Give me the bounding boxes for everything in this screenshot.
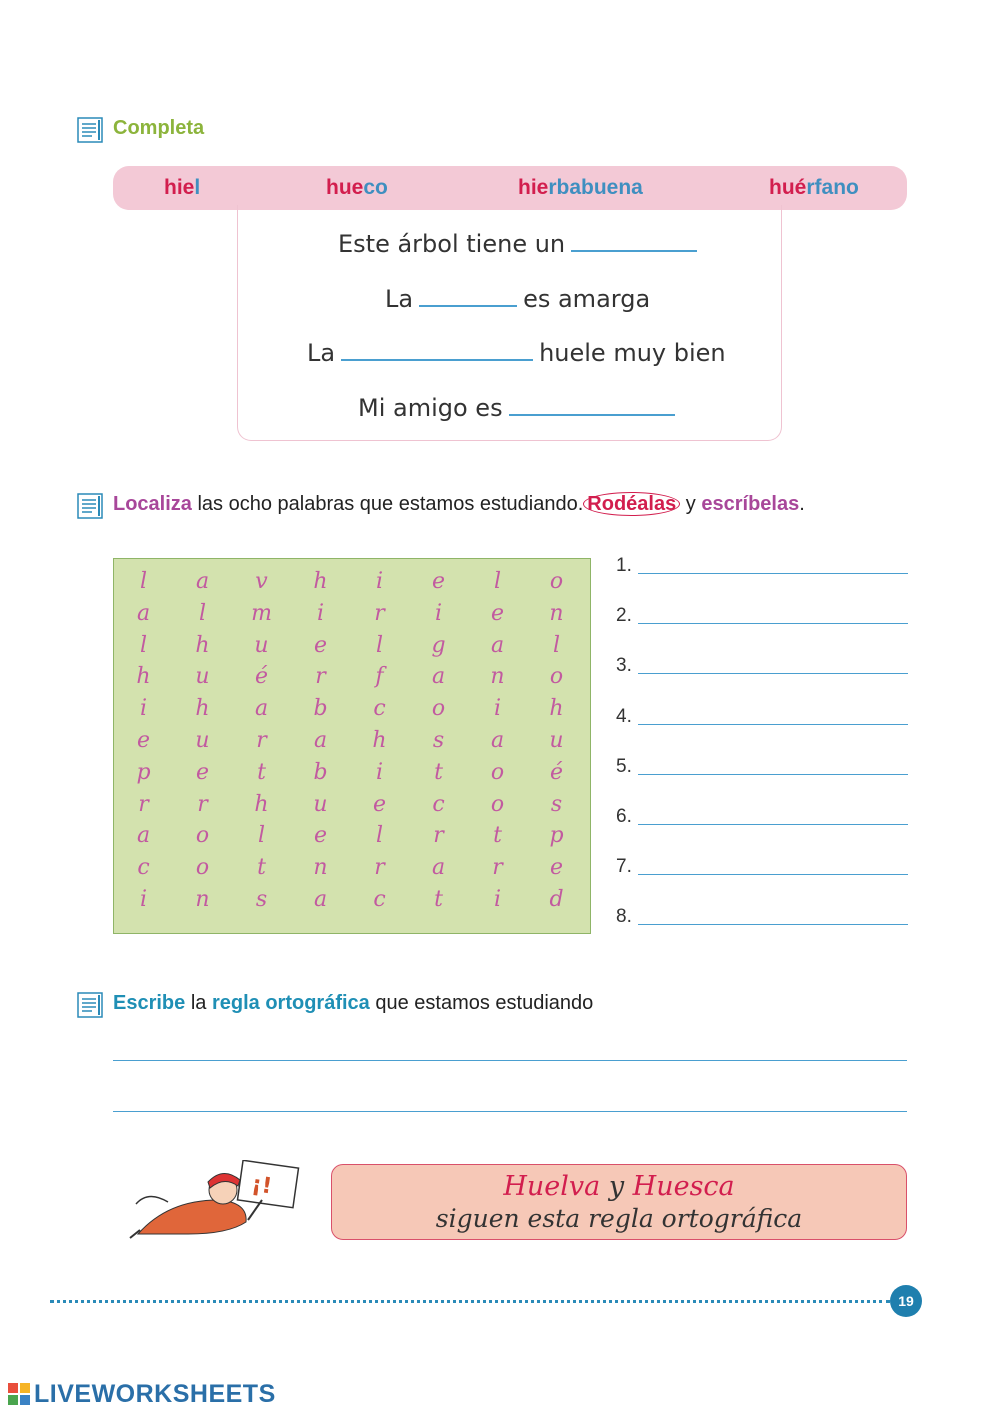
grid-letter[interactable]: o bbox=[431, 696, 446, 722]
svg-text:¡!: ¡! bbox=[250, 1171, 274, 1200]
grid-letter[interactable]: l bbox=[375, 823, 384, 849]
brand-name: LIVEWORKSHEETS bbox=[34, 1380, 276, 1408]
grid-letter[interactable]: t bbox=[434, 887, 443, 912]
answer-row bbox=[616, 806, 908, 828]
grid-letter[interactable]: l bbox=[493, 569, 502, 594]
answer-row bbox=[616, 655, 908, 677]
grid-letter[interactable]: e bbox=[490, 600, 505, 626]
grid-letter[interactable]: h bbox=[195, 696, 210, 722]
answer-line[interactable] bbox=[638, 573, 908, 574]
grid-letter[interactable]: e bbox=[136, 728, 151, 753]
grid-letter[interactable]: u bbox=[313, 791, 328, 817]
grid-letter[interactable]: s bbox=[255, 887, 268, 912]
word-bank-item: huérfano bbox=[769, 176, 859, 199]
grid-letter[interactable]: b bbox=[313, 696, 328, 722]
answer-row bbox=[616, 756, 908, 778]
grid-letter[interactable]: a bbox=[431, 855, 446, 881]
grid-letter[interactable]: l bbox=[375, 632, 384, 658]
answer-number: 1. bbox=[616, 555, 632, 576]
word-bank-item: hierbabuena bbox=[518, 176, 643, 199]
grid-letter[interactable]: c bbox=[137, 855, 150, 881]
grid-letter[interactable]: a bbox=[195, 569, 210, 594]
grid-letter[interactable]: i bbox=[493, 696, 502, 722]
grid-letter[interactable]: c bbox=[373, 887, 386, 912]
grid-letter[interactable]: v bbox=[255, 569, 268, 594]
answer-line[interactable] bbox=[638, 824, 908, 825]
answer-row bbox=[616, 856, 908, 878]
grid-letter[interactable]: u bbox=[195, 728, 210, 753]
answer-number: 8. bbox=[616, 906, 632, 928]
grid-letter[interactable]: o bbox=[490, 791, 505, 817]
grid-letter[interactable]: a bbox=[490, 632, 505, 658]
answer-row bbox=[616, 605, 908, 627]
grid-letter[interactable]: i bbox=[139, 887, 148, 912]
grid-letter[interactable]: e bbox=[313, 823, 328, 849]
answer-line[interactable] bbox=[638, 623, 908, 624]
answer-row bbox=[616, 555, 908, 577]
grid-letter[interactable]: e bbox=[431, 569, 446, 594]
grid-letter[interactable]: o bbox=[195, 823, 210, 849]
worksheet-icon bbox=[77, 492, 105, 520]
grid-letter[interactable]: e bbox=[372, 791, 387, 817]
grid-letter[interactable]: n bbox=[490, 664, 505, 690]
grid-letter[interactable]: t bbox=[257, 855, 266, 881]
note-line-2: siguen esta regla ortográfica bbox=[435, 1204, 803, 1233]
grid-letter[interactable]: r bbox=[374, 600, 385, 626]
section-title-completa: Completa bbox=[113, 117, 205, 139]
sentence-4: Mi amigo es bbox=[358, 394, 681, 422]
grid-letter[interactable]: h bbox=[549, 696, 564, 722]
grid-letter[interactable]: r bbox=[256, 728, 267, 753]
word-search-grid[interactable] bbox=[113, 558, 591, 934]
answer-number: 7. bbox=[616, 856, 632, 878]
answer-row bbox=[616, 906, 908, 928]
grid-letter[interactable]: i bbox=[375, 569, 384, 594]
grid-letter[interactable]: u bbox=[549, 728, 564, 753]
grid-letter[interactable]: i bbox=[434, 600, 443, 626]
grid-letter[interactable]: é bbox=[549, 759, 564, 785]
note-line-1: Huelva y Huesca bbox=[503, 1171, 735, 1202]
grid-letter[interactable]: r bbox=[197, 791, 208, 817]
answer-line[interactable] bbox=[638, 874, 908, 875]
grid-letter[interactable]: l bbox=[139, 569, 148, 594]
worksheet-icon bbox=[77, 116, 105, 144]
grid-letter[interactable]: a bbox=[313, 887, 328, 912]
grid-letter[interactable]: o bbox=[549, 664, 564, 690]
girl-with-sign-illustration bbox=[128, 1160, 303, 1242]
grid-letter[interactable]: o bbox=[549, 569, 564, 594]
word-bank-item: hueco bbox=[326, 176, 388, 199]
grid-letter[interactable]: r bbox=[315, 664, 326, 690]
blank-input[interactable] bbox=[341, 341, 533, 361]
rule-note-box bbox=[331, 1164, 907, 1240]
page-number: 19 bbox=[890, 1285, 922, 1317]
grid-letter[interactable]: i bbox=[493, 887, 502, 912]
answer-line[interactable] bbox=[638, 774, 908, 775]
sentence-3: La huele muy bien bbox=[307, 339, 726, 367]
footer-divider bbox=[50, 1300, 890, 1303]
grid-letter[interactable]: n bbox=[195, 887, 210, 912]
grid-letter[interactable]: r bbox=[492, 855, 503, 881]
grid-letter[interactable]: e bbox=[313, 632, 328, 658]
liveworksheets-logo-icon bbox=[8, 1383, 30, 1405]
grid-letter[interactable]: c bbox=[432, 791, 445, 817]
grid-letter[interactable]: h bbox=[372, 728, 387, 753]
grid-letter[interactable]: e bbox=[195, 759, 210, 785]
grid-letter[interactable]: s bbox=[432, 728, 445, 753]
word-bank bbox=[113, 166, 907, 210]
section-title-localiza: Localiza las ocho palabras que estamos estudiando. Rodéalas y escríbelas. bbox=[113, 493, 805, 515]
grid-letter[interactable]: h bbox=[313, 569, 328, 594]
grid-letter[interactable]: l bbox=[139, 632, 148, 658]
grid-letter[interactable]: o bbox=[195, 855, 210, 881]
grid-letter[interactable]: i bbox=[316, 600, 325, 626]
answer-line[interactable] bbox=[638, 724, 908, 725]
grid-letter[interactable]: g bbox=[431, 632, 446, 658]
grid-letter[interactable]: i bbox=[139, 696, 148, 722]
blank-input[interactable] bbox=[509, 396, 675, 416]
grid-letter[interactable]: n bbox=[313, 855, 328, 881]
grid-letter[interactable]: r bbox=[433, 823, 444, 849]
sentence-1: Este árbol tiene un bbox=[338, 230, 703, 258]
answer-number: 3. bbox=[616, 655, 632, 677]
grid-letter[interactable]: o bbox=[490, 759, 505, 785]
grid-letter[interactable]: a bbox=[490, 728, 505, 753]
grid-letter[interactable]: h bbox=[136, 664, 151, 690]
grid-letter[interactable]: m bbox=[251, 600, 272, 626]
grid-letter[interactable]: c bbox=[373, 696, 386, 722]
grid-letter[interactable]: e bbox=[549, 855, 564, 881]
grid-letter[interactable]: f bbox=[375, 664, 384, 690]
grid-letter[interactable]: a bbox=[136, 600, 151, 626]
grid-letter[interactable]: p bbox=[136, 759, 151, 785]
answer-line[interactable] bbox=[638, 924, 908, 925]
grid-letter[interactable]: l bbox=[552, 632, 561, 658]
answer-number: 4. bbox=[616, 705, 632, 727]
grid-letter[interactable]: p bbox=[549, 823, 564, 849]
grid-letter[interactable]: t bbox=[257, 759, 266, 785]
grid-letter[interactable]: l bbox=[257, 823, 266, 849]
answer-number: 6. bbox=[616, 806, 632, 827]
answer-row bbox=[616, 706, 908, 728]
writing-line[interactable] bbox=[113, 1111, 907, 1112]
answer-number: 2. bbox=[616, 605, 632, 627]
grid-letter[interactable]: r bbox=[374, 855, 385, 881]
grid-letter[interactable]: r bbox=[138, 791, 149, 817]
blank-input[interactable] bbox=[571, 232, 697, 252]
answer-number: 5. bbox=[616, 755, 632, 777]
grid-letter[interactable]: b bbox=[313, 759, 328, 785]
grid-letter[interactable]: a bbox=[136, 823, 151, 849]
grid-letter[interactable]: h bbox=[254, 791, 269, 817]
worksheet-icon bbox=[77, 991, 105, 1019]
grid-letter[interactable]: l bbox=[198, 600, 207, 626]
grid-letter[interactable]: h bbox=[195, 632, 210, 658]
grid-letter[interactable]: n bbox=[549, 600, 564, 626]
grid-letter[interactable]: d bbox=[549, 887, 564, 912]
grid-letter[interactable]: é bbox=[254, 664, 269, 690]
grid-letter[interactable]: a bbox=[313, 728, 328, 753]
writing-line[interactable] bbox=[113, 1060, 907, 1061]
answer-line[interactable] bbox=[638, 673, 908, 674]
grid-letter[interactable]: a bbox=[254, 696, 269, 722]
grid-letter[interactable]: t bbox=[493, 823, 502, 849]
blank-input[interactable] bbox=[419, 287, 517, 307]
grid-letter[interactable]: i bbox=[375, 759, 384, 785]
grid-letter[interactable]: t bbox=[434, 759, 443, 785]
grid-letter[interactable]: s bbox=[550, 791, 563, 817]
grid-letter[interactable]: a bbox=[431, 664, 446, 690]
grid-letter[interactable]: u bbox=[254, 632, 269, 658]
section-title-escribe: Escribe la regla ortográfica que estamos estudiando bbox=[113, 992, 594, 1014]
sentence-2: La es amarga bbox=[385, 285, 651, 313]
grid-letter[interactable]: u bbox=[195, 664, 210, 690]
word-bank-item: hiel bbox=[164, 176, 201, 199]
